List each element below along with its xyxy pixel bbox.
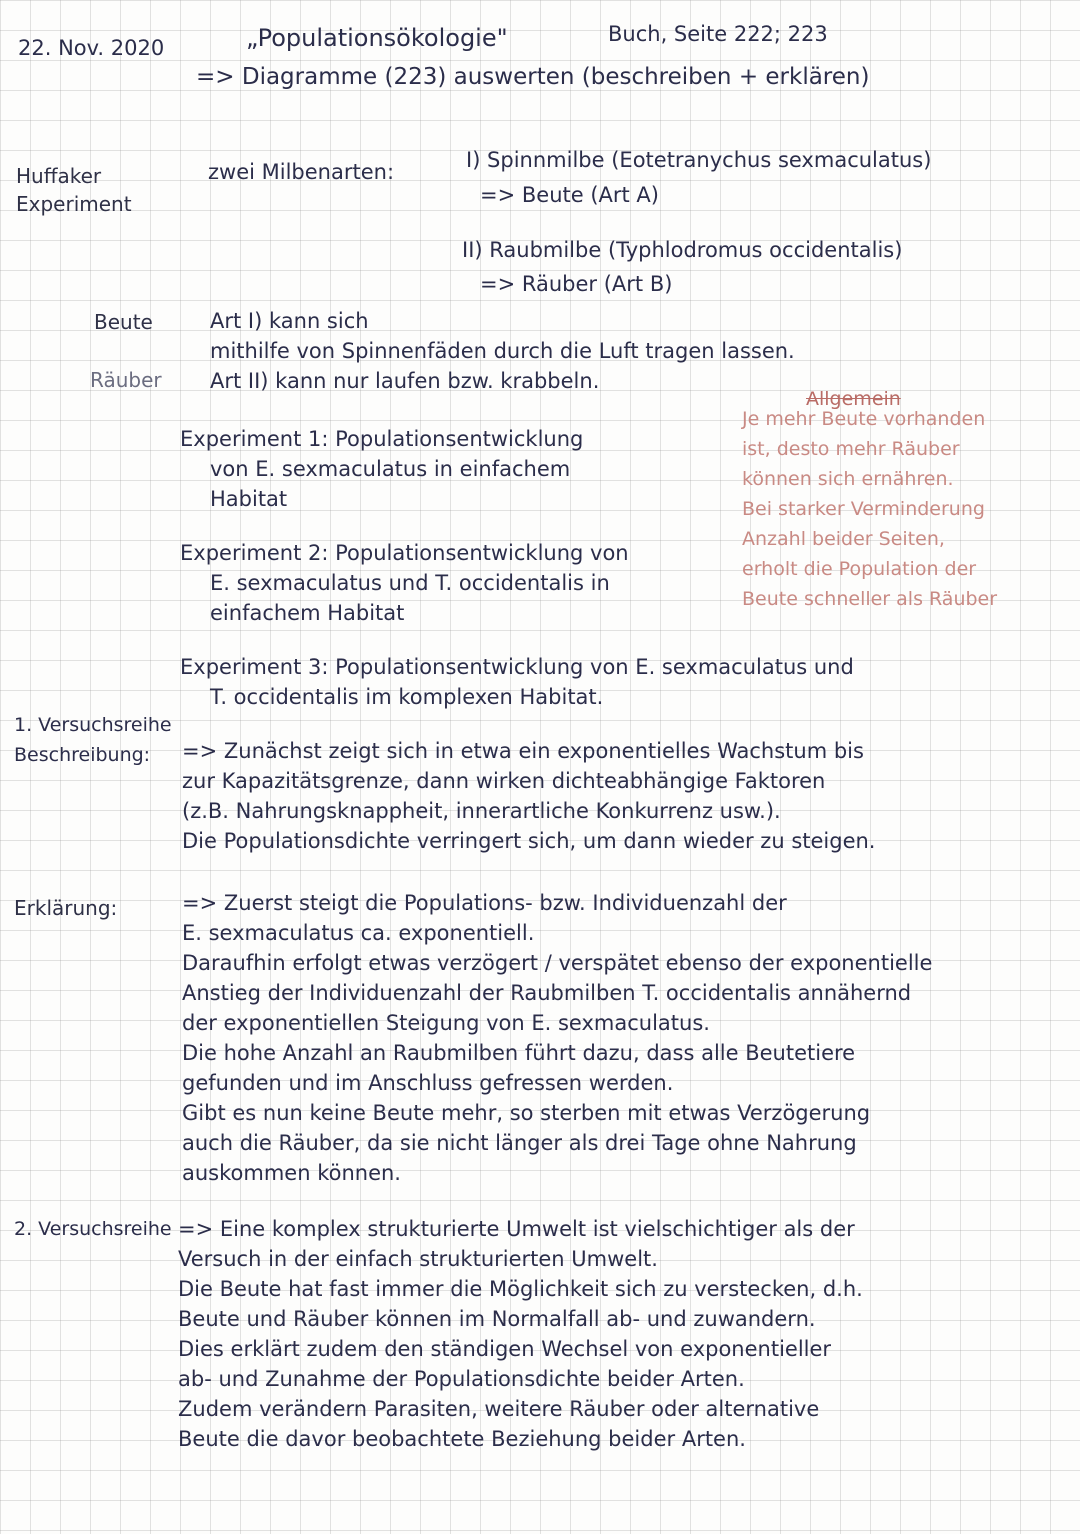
series-1-explanation	[182, 888, 932, 1188]
task-line: => Diagramme (223) auswerten (beschreiben + erklären)	[196, 64, 870, 90]
series-2-line: Beute und Räuber können im Normalfall ab- und zuwandern.	[178, 1307, 816, 1331]
note-line: erholt die Population der	[742, 558, 977, 580]
prey-line-1: Art I) kann sich	[210, 309, 369, 333]
explanation-line: der exponentiellen Steigung von E. sexmaculatus.	[182, 1011, 710, 1035]
experiment-1	[180, 424, 583, 514]
description-line: zur Kapazitätsgrenze, dann wirken dichteabhängige Faktoren	[182, 769, 826, 793]
explanation-line: auch die Räuber, da sie nicht länger als drei Tage ohne Nahrung	[182, 1131, 857, 1155]
explanation-line: Die hohe Anzahl an Raubmilben führt dazu, dass alle Beutetiere	[182, 1041, 856, 1065]
note-line: Beute schneller als Räuber	[742, 588, 998, 610]
series-2-line: Die Beute hat fast immer die Möglichkeit sich zu verstecken, d.h.	[178, 1277, 863, 1301]
explanation-line: Daraufhin erfolgt etwas verzögert / verspätet ebenso der exponentielle	[182, 951, 933, 975]
experiment-label-line2: Experiment	[16, 192, 132, 216]
experiment-3	[180, 652, 854, 712]
species-1-role: => Beute (Art A)	[480, 183, 659, 207]
series-2-line: Zudem verändern Parasiten, weitere Räuber oder alternative	[178, 1397, 820, 1421]
experiment-2-line: einfachem Habitat	[210, 601, 405, 625]
page-title: „Populationsökologie"	[246, 24, 508, 52]
description-line: => Zunächst zeigt sich in etwa ein exponentielles Wachstum bis	[182, 739, 864, 763]
experiment-1-line: von E. sexmaculatus in einfachem	[210, 457, 571, 481]
note-line: Bei starker Verminderung	[742, 498, 985, 520]
book-reference: Buch, Seite 222; 223	[608, 22, 828, 46]
explanation-line: E. sexmaculatus ca. exponentiell.	[182, 921, 535, 945]
note-heading: Allgemein	[806, 388, 901, 410]
experiment-label	[16, 162, 132, 218]
species-1: I) Spinnmilbe (Eotetranychus sexmaculatus)	[466, 148, 932, 172]
series-2-line: Versuch in der einfach strukturierten Umwelt.	[178, 1247, 658, 1271]
series-2-text	[178, 1214, 863, 1454]
prey-line-2: mithilfe von Spinnenfäden durch die Luft tragen lassen.	[210, 339, 795, 363]
series-2-label: 2. Versuchsreihe	[14, 1218, 172, 1240]
experiment-3-line: T. occidentalis im komplexen Habitat.	[210, 685, 604, 709]
series-2-line: ab- und Zunahme der Populationsdichte beider Arten.	[178, 1367, 745, 1391]
explanation-line: => Zuerst steigt die Populations- bzw. Individuenzahl der	[182, 891, 787, 915]
experiment-1-line: Experiment 1: Populationsentwicklung	[180, 427, 584, 451]
note-line: können sich ernähren.	[742, 468, 954, 490]
series-2-line: => Eine komplex strukturierte Umwelt ist vielschichtiger als der	[178, 1217, 855, 1241]
series-1-label: 1. Versuchsreihe	[14, 714, 172, 736]
note-line: Je mehr Beute vorhanden	[742, 408, 986, 430]
experiment-3-line: Experiment 3: Populationsentwicklung von E. sexmaculatus und	[180, 655, 854, 679]
series-2-line: Dies erklärt zudem den ständigen Wechsel von exponentieller	[178, 1337, 832, 1361]
experiment-2-line: E. sexmaculatus und T. occidentalis in	[210, 571, 610, 595]
roles-text	[210, 306, 795, 396]
note-line: ist, desto mehr Räuber	[742, 438, 960, 460]
explanation-line: Gibt es nun keine Beute mehr, so sterben mit etwas Verzögerung	[182, 1101, 871, 1125]
experiment-2	[180, 538, 629, 628]
species-2: II) Raubmilbe (Typhlodromus occidentalis)	[462, 238, 903, 262]
experiment-1-line: Habitat	[210, 487, 288, 511]
predator-label: Räuber	[90, 368, 162, 392]
explanation-line: gefunden und im Anschluss gefressen werden.	[182, 1071, 674, 1095]
explanation-line: auskommen können.	[182, 1161, 401, 1185]
species-intro: zwei Milbenarten:	[208, 160, 395, 184]
description-label: Beschreibung:	[14, 744, 151, 766]
description-line: (z.B. Nahrungsknappheit, innerartliche Konkurrenz usw.).	[182, 799, 781, 823]
species-2-role: => Räuber (Art B)	[480, 272, 673, 296]
series-2-line: Beute die davor beobachtete Beziehung beider Arten.	[178, 1427, 746, 1451]
margin-note	[742, 404, 997, 614]
experiment-2-line: Experiment 2: Populationsentwicklung von	[180, 541, 629, 565]
explanation-label: Erklärung:	[14, 896, 118, 920]
description-line: Die Populationsdichte verringert sich, um dann wieder zu steigen.	[182, 829, 876, 853]
prey-label: Beute	[94, 310, 153, 334]
note-line: Anzahl beider Seiten,	[742, 528, 945, 550]
series-1-description	[182, 736, 875, 856]
date: 22. Nov. 2020	[18, 36, 165, 60]
experiment-label-line1: Huffaker	[16, 164, 102, 188]
predator-line: Art II) kann nur laufen bzw. krabbeln.	[210, 369, 600, 393]
explanation-line: Anstieg der Individuenzahl der Raubmilben T. occidentalis annähernd	[182, 981, 912, 1005]
